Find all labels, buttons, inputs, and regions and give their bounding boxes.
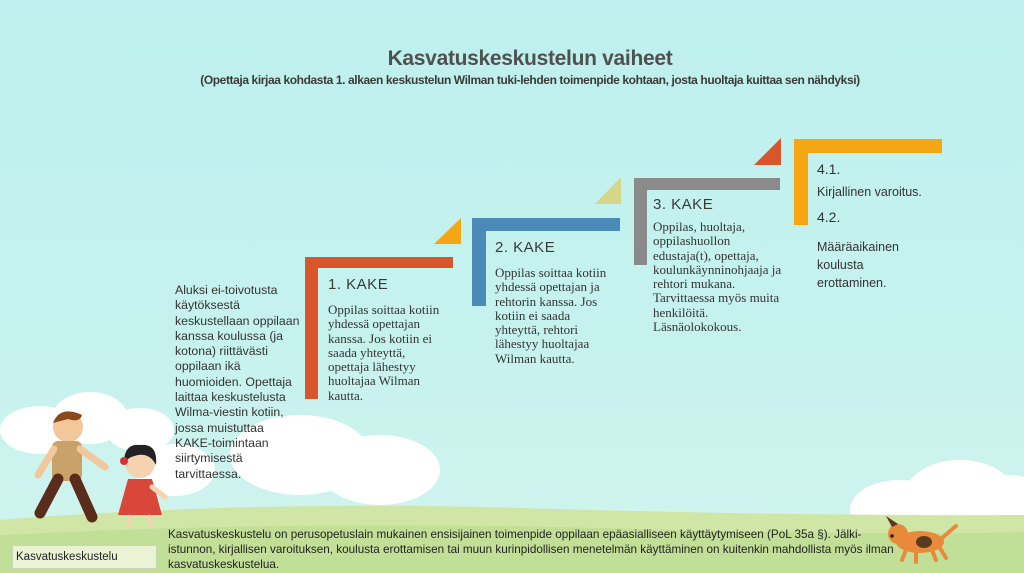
step4-2-heading: 4.2. xyxy=(817,209,841,225)
triangle-orange xyxy=(431,218,461,244)
slide-subtitle: (Opettaja kirjaa kohdasta 1. alkaen keskustelun Wilman tuki-lehden toimenpide kohtaan, josta huoltaja kuittaa sen nähdyksi) xyxy=(200,73,860,87)
step2-text: Oppilas soittaa kotiin yhdessä opettajan ja rehtorin kanssa. Jos kotiin ei saada yhteyttä, rehtori lähestyy huoltajaa Wilman kautta. xyxy=(495,265,607,366)
step4-2-text: Määräaikainen koulusta erottaminen. xyxy=(817,240,899,290)
slide-title: Kasvatuskeskustelun vaiheet xyxy=(387,47,673,70)
step3-bar-top xyxy=(634,178,780,190)
step2-bar-top xyxy=(472,218,620,231)
footer-label: Kasvatuskeskustelu xyxy=(12,545,157,569)
step1-text: Oppilas soittaa kotiin yhdessä opettajan kanssa. Jos kotiin ei saada yhteyttä, opettaja lähestyy huoltajaa Wilman kautta. xyxy=(328,302,440,403)
triangle-olive xyxy=(593,177,621,204)
step4-bar-side xyxy=(794,139,808,225)
step2-bar-side xyxy=(472,218,486,306)
step1-heading: 1. KAKE xyxy=(328,276,389,293)
step4-1-heading: 4.1. xyxy=(817,161,841,177)
step4-bar-top xyxy=(794,139,942,153)
intro-text: Aluksi ei-toivotusta käytöksestä keskustellaan oppilaan kanssa koulussa (ja kotona) riittävästi oppilaan ikä huomioiden. Opettaja laittaa keskustelusta Wilma-viestin kotiin, jossa muistuttaa KAKE-toimintaan siirtymisestä tarvittaessa. xyxy=(175,283,300,481)
triangle-red xyxy=(753,138,781,165)
step3-text: Oppilas, huoltaja, oppilashuollon edustaja(t), opettaja, koulunkäynninohjaaja ja rehtori mukana. Tarvittaessa myös muita henkilöitä. Läsnäolokokous. xyxy=(653,219,782,335)
step1-bar-top xyxy=(305,257,453,268)
step1-bar-side xyxy=(305,257,318,399)
children-illustration xyxy=(20,405,180,530)
step4-1-text: Kirjallinen varoitus. xyxy=(817,185,922,199)
step3-heading: 3. KAKE xyxy=(653,196,714,213)
step2-heading: 2. KAKE xyxy=(495,239,556,256)
footer-note: Kasvatuskeskustelu on perusopetuslain mukainen ensisijainen toimenpide oppilaan epäasialliseen käyttäytymiseen (PoL 35a §). Jälki-istunnon, kirjallisen varoituksen, koulusta erottamisen tai muun kurinpidollisen menetelmän käyttäminen on kuitenkin mahdollista myös ilman kasvatuskeskustelua. xyxy=(168,528,894,571)
step3-bar-side xyxy=(634,178,647,265)
